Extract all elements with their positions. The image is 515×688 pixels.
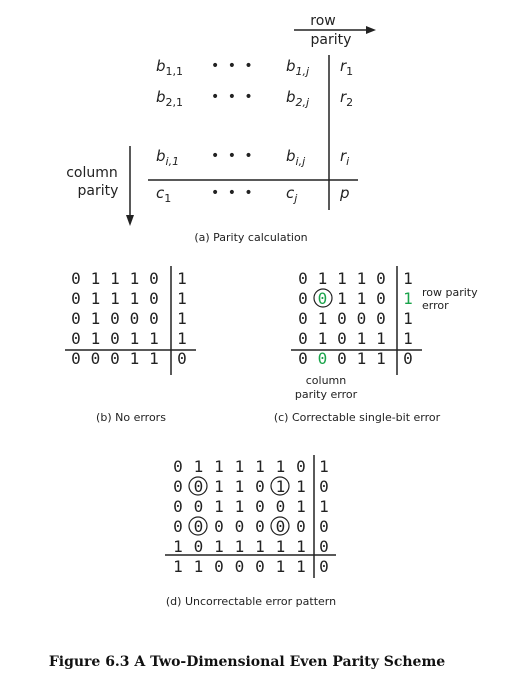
part-d-bit-r1-c5: 1 (255, 457, 265, 476)
caption-d: (d) Uncorrectable error pattern (165, 595, 337, 608)
part-d-bit-r1-c4: 1 (234, 457, 245, 476)
part-d-bit-r5-c1: 1 (173, 537, 183, 556)
part-b-bit-r4-c1: 0 (71, 329, 81, 348)
part-d-bit-r4-c1: 0 (173, 517, 183, 536)
part-d-bit-r6-c7: 1 (296, 557, 306, 576)
part-b-bit-r5-c2: 0 (90, 349, 101, 368)
part-c-bit-r2-c4: 1 (356, 289, 367, 308)
part-c-bit-r2-c6: 1 (403, 289, 413, 308)
part-b-bit-r1-c4: 1 (129, 269, 140, 288)
part-b-bit-r3-c3: 0 (110, 309, 120, 328)
part-b-bit-r4-c6: 1 (177, 329, 187, 348)
part-d-bit-r6-c1: 1 (173, 557, 183, 576)
part-c-bit-r2-c2: 0 (317, 289, 328, 308)
part-b-bit-r2-c4: 1 (129, 289, 140, 308)
column-row-ellipsis: • • • (211, 185, 255, 201)
part-c-bit-r1-c6: 1 (403, 269, 413, 288)
part-c-bit-r1-c2: 1 (317, 269, 328, 288)
part-d-bit-r5-c5: 1 (255, 537, 265, 556)
part-d-uncorrectable (165, 455, 336, 608)
row-parity-error-line1: row parity (422, 286, 478, 299)
cell-b-2-j: $b_{2,j}$ (286, 88, 310, 109)
cell-c-j: $c_j$ (286, 184, 298, 205)
part-d-bit-r5-c4: 1 (234, 537, 245, 556)
cell-b-2-1: $b_{2,1}$ (156, 88, 184, 109)
part-b-bit-r3-c5: 0 (149, 309, 159, 328)
part-d-bit-r5-c3: 1 (214, 537, 224, 556)
part-c-bit-r3-c1: 0 (298, 309, 308, 328)
part-d-bit-r5-c6: 1 (275, 537, 286, 556)
part-b-bit-r1-c6: 1 (177, 269, 187, 288)
part-b-bit-r2-c6: 1 (177, 289, 187, 308)
part-c-single-bit-error (274, 266, 478, 424)
part-d-bit-r2-c6: 1 (275, 477, 286, 496)
cell-b-1-1: $b_{1,1}$ (156, 57, 184, 78)
part-b-bit-r5-c6: 0 (177, 349, 187, 368)
column-parity-error-line2: parity error (294, 388, 358, 401)
part-c-bit-r5-c2: 0 (317, 349, 328, 368)
part-c-bit-r2-c3: 1 (337, 289, 347, 308)
part-d-bit-r6-c4: 0 (234, 557, 245, 576)
part-d-bit-r3-c6: 0 (275, 497, 286, 516)
part-d-bit-r6-c5: 0 (255, 557, 265, 576)
part-d-bit-r3-c1: 0 (173, 497, 183, 516)
rowi-ellipsis: • • • (211, 148, 255, 164)
column-parity-label-line2: parity (77, 183, 119, 199)
part-c-bit-r5-c5: 1 (376, 349, 386, 368)
part-b-bit-r2-c2: 1 (90, 289, 101, 308)
part-d-bit-r6-c2: 1 (193, 557, 204, 576)
part-d-bit-r2-c5: 0 (255, 477, 265, 496)
part-c-bit-r5-c4: 1 (356, 349, 367, 368)
part-a-parity-calculation (66, 13, 376, 244)
part-d-bit-r6-c3: 0 (214, 557, 224, 576)
part-d-bit-r4-c5: 0 (255, 517, 265, 536)
part-d-bit-r4-c8: 0 (319, 517, 329, 536)
part-c-bit-r3-c4: 0 (356, 309, 367, 328)
row1-ellipsis: • • • (211, 58, 255, 74)
part-d-bit-r3-c4: 1 (234, 497, 245, 516)
part-b-bit-r2-c3: 1 (110, 289, 120, 308)
part-b-bit-r1-c2: 1 (90, 269, 101, 288)
part-d-bit-r3-c3: 1 (214, 497, 224, 516)
part-c-bit-r4-c2: 1 (317, 329, 328, 348)
cell-b-i-1: $b_{i,1}$ (156, 147, 180, 168)
part-c-bit-r4-c6: 1 (403, 329, 413, 348)
row2-ellipsis: • • • (211, 89, 255, 105)
column-parity-label-line1: column (66, 165, 118, 181)
row-parity-label-line2: parity (310, 32, 352, 48)
part-b-bit-r2-c5: 0 (149, 289, 159, 308)
part-c-bit-r1-c3: 1 (337, 269, 347, 288)
part-c-bit-r1-c4: 1 (356, 269, 367, 288)
caption-a: (a) Parity calculation (194, 231, 308, 244)
part-d-bit-r2-c7: 1 (296, 477, 306, 496)
part-d-bit-r5-c8: 0 (319, 537, 329, 556)
part-b-bit-r1-c3: 1 (110, 269, 120, 288)
part-d-bit-r1-c7: 0 (296, 457, 306, 476)
row-parity-error-line2: error (422, 299, 449, 312)
column-parity-error-line1: column (305, 374, 347, 387)
part-b-bit-r4-c4: 1 (129, 329, 140, 348)
part-d-bit-r4-c4: 0 (234, 517, 245, 536)
row-parity-arrowhead (366, 26, 376, 34)
part-c-bit-r4-c1: 0 (298, 329, 308, 348)
cell-r-i: $r_i$ (340, 147, 350, 168)
figure-title: Figure 6.3 A Two-Dimensional Even Parity Scheme (48, 654, 446, 670)
part-d-bit-r1-c8: 1 (319, 457, 329, 476)
part-c-bit-r5-c6: 0 (403, 349, 413, 368)
part-b-no-errors (65, 266, 196, 424)
column-parity-arrowhead (126, 215, 134, 226)
row-parity-label-line1: row (310, 13, 336, 29)
part-d-bit-r4-c7: 0 (296, 517, 306, 536)
part-b-bit-r4-c2: 1 (90, 329, 101, 348)
part-d-bit-r2-c4: 1 (234, 477, 245, 496)
part-d-bit-r2-c1: 0 (173, 477, 183, 496)
part-c-bit-r3-c2: 1 (317, 309, 328, 328)
part-b-bit-r5-c4: 1 (129, 349, 140, 368)
part-c-bit-r1-c5: 0 (376, 269, 386, 288)
part-d-bit-r3-c7: 1 (296, 497, 306, 516)
cell-r-2: $r_2$ (340, 88, 354, 109)
part-d-bit-r3-c8: 1 (319, 497, 329, 516)
cell-c-1: $c_1$ (156, 184, 172, 205)
caption-b: (b) No errors (96, 411, 166, 424)
part-b-bit-r5-c5: 1 (149, 349, 159, 368)
part-b-bit-r2-c1: 0 (71, 289, 81, 308)
part-c-bit-r1-c1: 0 (298, 269, 308, 288)
part-d-bit-r5-c7: 1 (296, 537, 306, 556)
part-c-bit-r2-c5: 0 (376, 289, 386, 308)
part-c-bit-r2-c1: 0 (298, 289, 308, 308)
part-b-bit-r3-c6: 1 (177, 309, 187, 328)
part-d-bit-r1-c2: 1 (193, 457, 204, 476)
cell-r-1: $r_1$ (340, 57, 354, 78)
part-d-bit-r2-c2: 0 (193, 477, 204, 496)
part-d-bit-r5-c2: 0 (193, 537, 204, 556)
part-b-bit-r3-c1: 0 (71, 309, 81, 328)
cell-p: p (340, 184, 350, 202)
part-c-bit-r3-c5: 0 (376, 309, 386, 328)
part-d-bit-r1-c6: 1 (275, 457, 286, 476)
part-d-bit-r3-c5: 0 (255, 497, 265, 516)
part-d-bit-r4-c6: 0 (275, 517, 286, 536)
part-d-bit-r1-c3: 1 (214, 457, 224, 476)
part-c-bit-r3-c3: 0 (337, 309, 347, 328)
part-c-bit-r4-c4: 1 (356, 329, 367, 348)
part-d-bit-r3-c2: 0 (193, 497, 204, 516)
part-b-bit-r1-c5: 0 (149, 269, 159, 288)
part-d-bit-r6-c6: 1 (275, 557, 286, 576)
part-c-bit-r4-c3: 0 (337, 329, 347, 348)
part-b-bit-r4-c5: 1 (149, 329, 159, 348)
cell-b-i-j: $b_{i,j}$ (286, 147, 306, 168)
part-d-bit-r6-c8: 0 (319, 557, 329, 576)
part-b-bit-r3-c4: 0 (129, 309, 140, 328)
caption-c: (c) Correctable single-bit error (273, 411, 441, 424)
part-c-bit-r5-c1: 0 (298, 349, 308, 368)
part-d-bit-r1-c1: 0 (173, 457, 183, 476)
part-d-bit-r2-c3: 1 (214, 477, 224, 496)
part-d-bit-r4-c2: 0 (193, 517, 204, 536)
part-b-bit-r1-c1: 0 (71, 269, 81, 288)
part-c-bit-r4-c5: 1 (376, 329, 386, 348)
part-b-bit-r4-c3: 0 (110, 329, 120, 348)
part-b-bit-r5-c1: 0 (71, 349, 81, 368)
part-b-bit-r5-c3: 0 (110, 349, 120, 368)
part-b-bit-r3-c2: 1 (90, 309, 101, 328)
part-d-bit-r4-c3: 0 (214, 517, 224, 536)
part-c-bit-r5-c3: 0 (337, 349, 347, 368)
cell-b-1-j: $b_{1,j}$ (286, 57, 310, 78)
part-d-bit-r2-c8: 0 (319, 477, 329, 496)
part-c-bit-r3-c6: 1 (403, 309, 413, 328)
